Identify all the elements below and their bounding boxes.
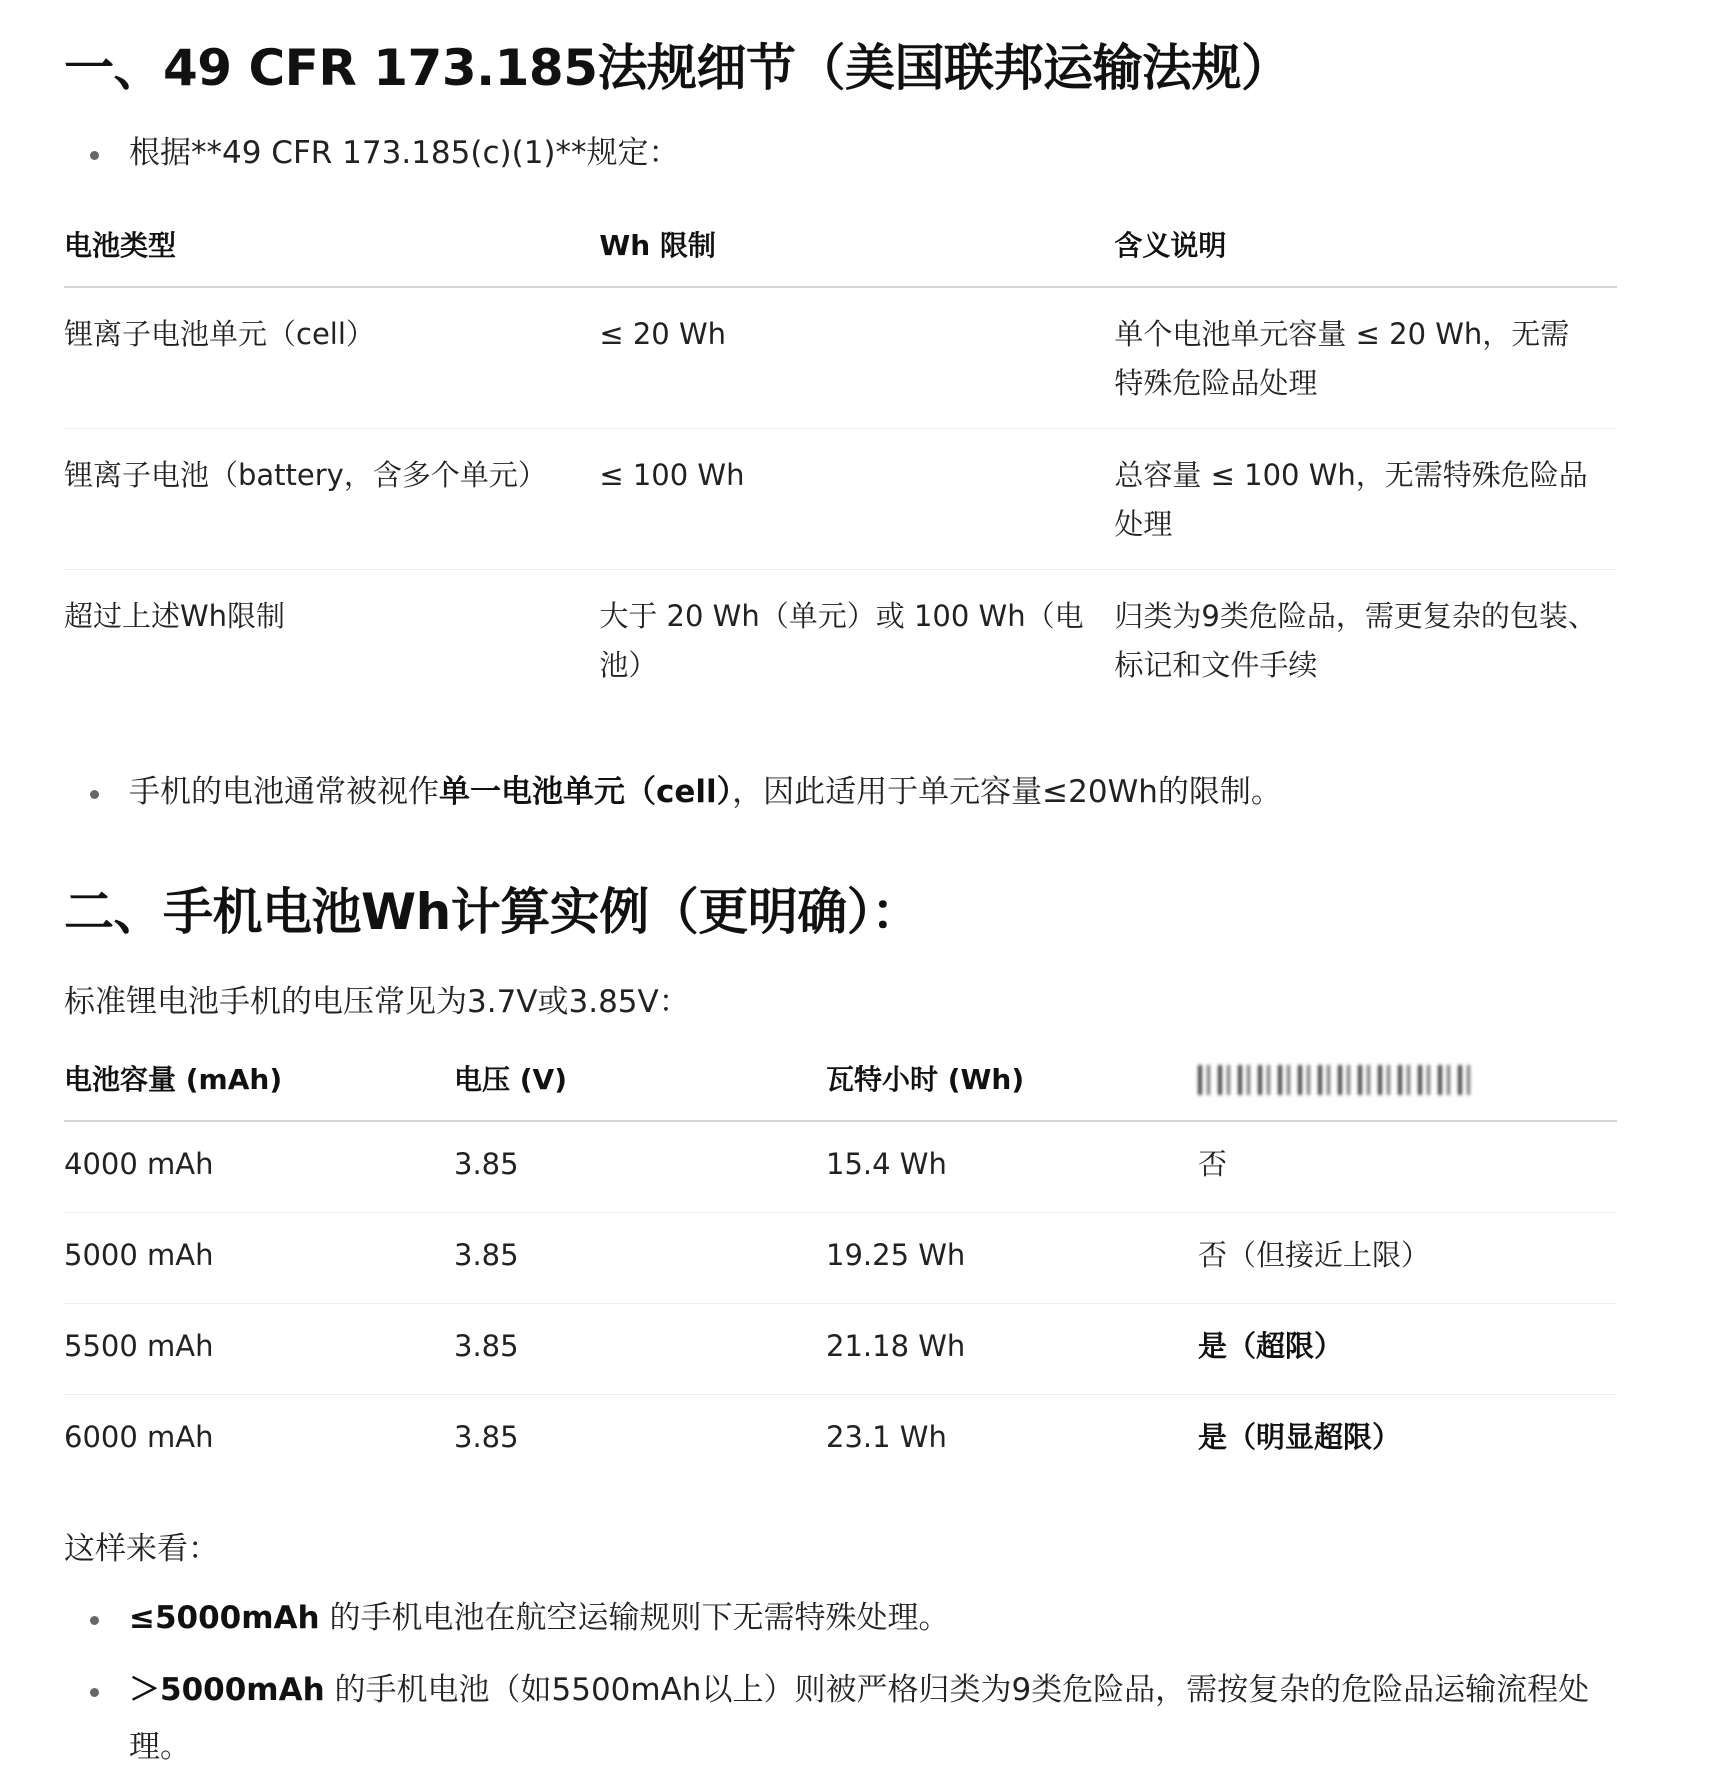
- table-cell: 3.85: [454, 1121, 826, 1213]
- conclusion-list: [64, 1590, 1624, 1791]
- list-item: 根据**49 CFR 173.185(c)(1)**规定：: [64, 125, 1624, 182]
- conclusion-text: 的手机电池（如5500mAh以上）则被严格归类为9类危险品，需按复杂的危险品运输流程处理。: [129, 1672, 1590, 1765]
- table-cell: 锂离子电池（battery，含多个单元）: [64, 429, 599, 570]
- table-cell: 4000 mAh: [64, 1121, 454, 1213]
- conclusion-bold: ＞5000mAh: [129, 1672, 325, 1708]
- table-header-cell: 瓦特小时 (Wh): [826, 1052, 1198, 1121]
- battery-limits-table: [64, 218, 1617, 710]
- table-cell: 大于 20 Wh（单元）或 100 Wh（电池）: [599, 599, 1084, 682]
- list-item: [64, 764, 1624, 821]
- section1-intro-list: [64, 125, 1624, 182]
- note-bold: 单一电池单元（cell）: [439, 774, 733, 810]
- table-cell: ≤ 100 Wh: [599, 429, 1114, 570]
- section1-note-list: [64, 764, 1624, 821]
- table-header-cell: Wh 限制: [599, 218, 1114, 287]
- table-header-row: [64, 218, 1617, 287]
- table-cell: 是（明显超限）: [1198, 1420, 1402, 1454]
- table-cell: 归类为9类危险品，需更复杂的包装、标记和文件手续: [1114, 599, 1597, 682]
- table-cell: 否（但接近上限）: [1198, 1213, 1617, 1304]
- table-header-cell: 电池容量 (mAh): [64, 1052, 454, 1121]
- table-cell: 21.18 Wh: [826, 1304, 1198, 1395]
- table-cell: 超过上述Wh限制: [64, 599, 286, 633]
- table-row: [64, 1304, 1617, 1395]
- table-cell: 19.25 Wh: [826, 1213, 1198, 1304]
- table-cell: 3.85: [454, 1213, 826, 1304]
- table-cell: 23.1 Wh: [826, 1420, 947, 1454]
- note-suffix: ，因此适用于单元容量≤20Wh的限制。: [732, 774, 1282, 810]
- section2-intro: 标准锂电池手机的电压常见为3.7V或3.85V：: [64, 984, 690, 1020]
- table-cell: ≤ 20 Wh: [599, 287, 1114, 429]
- table-cell: 3.85: [454, 1420, 519, 1454]
- conclusion-text: 的手机电池在航空运输规则下无需特殊处理。: [319, 1600, 950, 1636]
- table-header-cell: 含义说明: [1114, 218, 1617, 287]
- list-item: [64, 1590, 1624, 1647]
- table-cell: 是（超限）: [1198, 1304, 1617, 1395]
- table-cell: 5000 mAh: [64, 1213, 454, 1304]
- note-prefix: 手机的电池通常被视作: [129, 774, 439, 810]
- table-header-row: [64, 1052, 1617, 1121]
- table-header-cell: 电池类型: [64, 218, 599, 287]
- table-row: [64, 429, 1617, 570]
- table-row: [64, 1213, 1617, 1304]
- redacted-header-cell: [1198, 1052, 1617, 1121]
- list-item: [64, 1662, 1624, 1776]
- table-row: [64, 570, 1617, 711]
- table-row: [64, 1395, 1617, 1486]
- redaction-blur: [1198, 1065, 1478, 1095]
- section2-heading: 二、手机电池Wh计算实例（更明确）：: [64, 883, 921, 941]
- section1-heading: 一、49 CFR 173.185法规细节（美国联邦运输法规）: [64, 39, 1291, 97]
- table-cell: 5500 mAh: [64, 1304, 454, 1395]
- table-row: [64, 287, 1617, 429]
- wh-calculation-table: [64, 1052, 1617, 1485]
- table-cell: 单个电池单元容量 ≤ 20 Wh，无需特殊危险品处理: [1114, 287, 1617, 429]
- table-cell: 6000 mAh: [64, 1420, 214, 1454]
- table-cell: 总容量 ≤ 100 Wh，无需特殊危险品处理: [1114, 429, 1617, 570]
- table-cell: 15.4 Wh: [826, 1121, 1198, 1213]
- conclusion-intro: 这样来看：: [64, 1531, 219, 1567]
- table-row: [64, 1121, 1617, 1213]
- table-cell: 否: [1198, 1121, 1617, 1213]
- table-cell: 锂离子电池单元（cell）: [64, 287, 599, 429]
- table-cell: 3.85: [454, 1304, 826, 1395]
- conclusion-bold: ≤5000mAh: [129, 1600, 320, 1636]
- table-header-cell: 电压 (V): [454, 1052, 826, 1121]
